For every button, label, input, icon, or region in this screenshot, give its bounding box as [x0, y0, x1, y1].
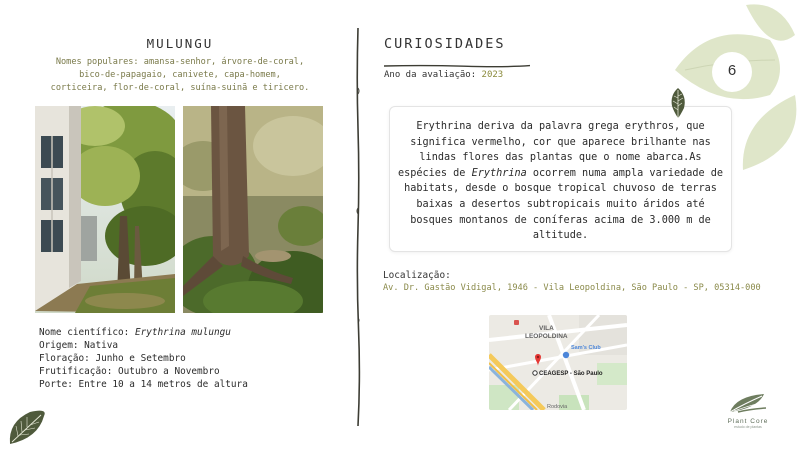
section-title: CURIOSIDADES	[384, 36, 506, 52]
map-district-label: LEOPOLDINA	[525, 333, 568, 340]
scientific-name-row	[39, 326, 248, 339]
flowering-row: Floração: Junho e Setembro	[39, 353, 186, 364]
decorative-leaves-top-right	[670, 0, 800, 184]
decorative-leaf-bottom-left	[8, 408, 48, 450]
map-place-label: Sam's Club	[571, 345, 601, 351]
tree-photo-trunk	[183, 106, 323, 313]
fruiting-row: Frutificação: Outubro a Novembro	[39, 366, 220, 377]
origin-row: Origem: Nativa	[39, 340, 119, 351]
year-value: 2023	[481, 70, 504, 80]
popular-names-line: Nomes populares: amansa-senhor, árvore-de-coral,	[55, 57, 305, 67]
vertical-divider	[354, 28, 362, 432]
plant-name-title: MULUNGU	[146, 36, 214, 51]
plant-core-logo	[718, 392, 778, 429]
shop-icon	[563, 352, 569, 358]
scientific-name-value: Erythrina mulungu	[134, 327, 231, 338]
curiosity-text-part: ocorrem numa ampla variedade de habitats, desde o bosque tropical chuvoso de terras baixas a desertos subtropicais muito áridos até bosques montanos de coníferas acima de 3.000 m de altitude.	[404, 167, 724, 242]
map-district-label: VILA	[539, 325, 554, 332]
page-number: 6	[727, 62, 737, 79]
poi-icon	[514, 320, 519, 325]
map-street-label: Rodovia	[547, 404, 568, 410]
scientific-name-label: Nome científico:	[39, 327, 135, 338]
year-label: Ano da avaliação:	[384, 70, 482, 80]
location-label: Localização:	[383, 270, 451, 281]
popular-names-line: bico-de-papagaio, canivete, capa-homem,	[79, 70, 281, 80]
logo-leaf-icon	[728, 392, 768, 414]
logo-name: Plant Core	[727, 418, 769, 425]
curiosity-text-genus: Erythrina	[471, 167, 527, 179]
curiosity-text-part: Erythrina deriva da palavra grega erythros, que significa vermelho, cor que aparece brilhante nas lindas flores das plantas que o nome abarca.As espécies de	[397, 121, 711, 179]
location-address: Av. Dr. Gastão Vidigal, 1946 - Vila Leopoldina, São Paulo - SP, 05314-000	[383, 283, 761, 293]
popular-names-line: corticeira, flor-de-coral, suína-suinã e tiricero.	[50, 83, 310, 93]
size-row: Porte: Entre 10 a 14 metros de altura	[39, 379, 248, 390]
evaluation-year	[384, 70, 503, 80]
logo-tagline: estudo de plantas	[734, 425, 762, 429]
plant-facts	[39, 326, 248, 391]
dark-leaf-icon	[668, 86, 688, 124]
map-pin-label: CEAGESP - São Paulo	[539, 371, 603, 377]
popular-names	[30, 56, 330, 95]
tree-photo-building	[35, 106, 175, 313]
location-map[interactable]	[489, 315, 627, 410]
